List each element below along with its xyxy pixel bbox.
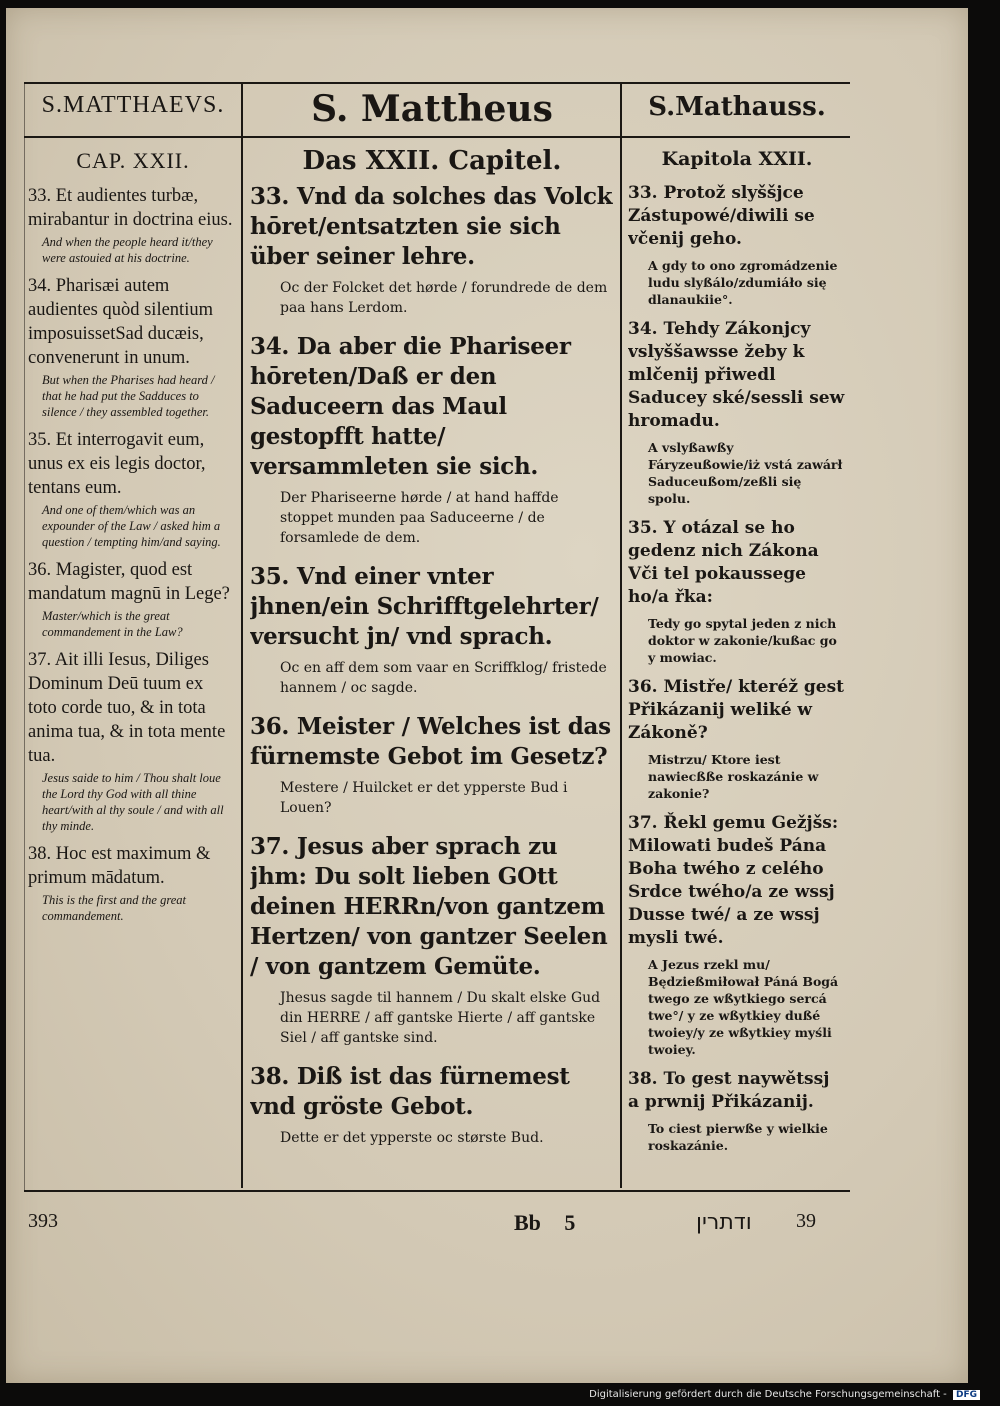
page-number-left: 393 xyxy=(28,1210,58,1232)
verse-czech-37: 37. Řekl gemu Gežjšs: Milowati budeš Pána Boha twého z celého Srdce twého/a ze wssj Dusse twé/ a ze wssj mysli twé. xyxy=(628,813,839,948)
footer-rule xyxy=(24,1190,850,1192)
page-number-right: 39 xyxy=(796,1210,816,1232)
verse-latin-36: 36. Magister, quod est mandatum magnū in Lege? xyxy=(28,560,230,604)
verse-latin-38: 38. Hoc est maximum & primum mādatum. xyxy=(28,844,211,888)
verse-polish-35: Tedy go spytal jeden z nich doktor w zakonie/kußac go y mowiac. xyxy=(648,616,837,665)
verse-latin-35: 35. Et interrogavit eum, unus ex eis legis doctor, tentans eum. xyxy=(28,430,206,498)
verse-danish-35: Oc en aff dem som vaar en Scriffklog/ fristede hannem / oc sagde. xyxy=(280,660,607,696)
verse-english-38: This is the first and the great commandement. xyxy=(42,893,186,923)
verse-german-37: 37. Jesus aber sprach zu jhm: Du solt lieben GOtt deinen HERRn/von gantzem Hertzen/ von gantzer Seelen / von gantzem Gemüte. xyxy=(250,833,608,980)
header-german: S. Mattheus xyxy=(311,88,553,130)
header-czech: S.Mathauss. xyxy=(648,92,826,122)
latin-column xyxy=(28,184,236,1184)
hebrew-catchword: ודתרין xyxy=(696,1210,752,1235)
verse-german-33: 33. Vnd da solches das Volck hōret/entsatzten sie sich über seiner lehre. xyxy=(250,183,613,270)
verse-czech-35: 35. Y otázal se ho gedenz nich Zákona Vči tel pokaussege ho/a řka: xyxy=(628,518,819,607)
german-column xyxy=(250,182,614,1186)
verse-czech-38: 38. To gest naywětssj a prwnij Přikázanij. xyxy=(628,1069,830,1112)
chapter-latin: CAP. XXII. xyxy=(76,148,190,173)
verse-english-34: But when the Pharises had heard / that he had put the Sadduces to silence / they assembled together. xyxy=(42,373,215,419)
verse-english-33: And when the people heard it/they were astouied at his doctrine. xyxy=(42,235,213,265)
verse-german-35: 35. Vnd einer vnter jhnen/ein Schrifftgelehrter/ versucht jn/ vnd sprach. xyxy=(250,563,599,650)
verse-latin-37: 37. Ait illi Iesus, Diliges Dominum Deū tuum ex toto corde tuo, & in tota anima tua, & in tota mente tua. xyxy=(28,650,226,766)
verse-german-36: 36. Meister / Welches ist das fürnemste Gebot im Gesetz? xyxy=(250,713,611,770)
credit-text: Digitalisierung gefördert durch die Deutsche Forschungsgemeinschaft - xyxy=(589,1389,947,1400)
verse-english-37: Jesus saide to him / Thou shalt loue the Lord thy God with all thine heart/with al thy soule / and with all thy minde. xyxy=(42,771,224,833)
verse-polish-37: A Jezus rzekl mu/ Będzießmiłował Páná Bogá twego ze wßytkiego sercá twe°/ y ze wßytkiey dußé twoiey/y ze wßytkiey myśli twoiey. xyxy=(648,957,839,1057)
column-divider-left xyxy=(241,82,243,1188)
verse-czech-33: 33. Protož slyššjce Zástupowé/diwili se včenij geho. xyxy=(628,183,815,249)
column-divider-right xyxy=(620,82,622,1188)
verse-german-38: 38. Diß ist das fürnemest vnd gröste Gebot. xyxy=(250,1063,570,1120)
header-latin: S.MATTHAEVS. xyxy=(41,92,225,118)
chapter-czech: Kapitola XXII. xyxy=(661,148,813,170)
verse-polish-38: To ciest pierwße y wielkie roskazánie. xyxy=(648,1121,828,1153)
header-rule-bottom xyxy=(24,136,850,138)
verse-polish-33: A gdy to ono zgromádzenie ludu slyßálo/zdumiáło się dlanaukiie°. xyxy=(648,258,838,307)
verse-danish-37: Jhesus sagde til hannem / Du skalt elske Gud din HERRE / aff gantske Hierte / aff gantske Siel / aff gantske sind. xyxy=(280,990,601,1046)
verse-danish-36: Mestere / Huilcket er det ypperste Bud i Louen? xyxy=(280,780,568,816)
signature-mark: Bb 5 xyxy=(514,1210,576,1235)
digitization-credit xyxy=(589,1389,980,1400)
verse-czech-34: 34. Tehdy Zákonjcy vslyššawsse žeby k mlčenij přiwedl Saducey ské/sessli sew hromadu. xyxy=(628,319,845,431)
chapter-german: Das XXII. Capitel. xyxy=(302,146,562,176)
verse-latin-33: 33. Et audientes turbæ, mirabantur in doctrina eius. xyxy=(28,186,233,230)
verse-english-36: Master/which is the great commandement in the Law? xyxy=(42,609,183,639)
verse-danish-38: Dette er det ypperste oc største Bud. xyxy=(280,1130,544,1146)
verse-danish-34: Der Phariseerne hørde / at hand haffde stoppet munden paa Saduceerne / de forsamlede de dem. xyxy=(280,490,559,546)
verse-danish-33: Oc der Folcket det hørde / forundrede de dem paa hans Lerdom. xyxy=(280,280,608,316)
side-rule-left xyxy=(24,82,25,1190)
dfg-logo: DFG xyxy=(953,1390,980,1400)
verse-polish-34: A vslyßawßy Fáryzeußowie/iż vstá zawárł Saduceußom/zeßli się spolu. xyxy=(648,440,843,506)
verse-latin-34: 34. Pharisæi autem audientes quòd silentium imposuissetSad ducæis, convenerunt in unum. xyxy=(28,276,213,368)
header-rule-top xyxy=(24,82,850,84)
verse-czech-36: 36. Mistře/ kteréž gest Přikázanij weliké w Zákoně? xyxy=(628,677,845,743)
czech-column xyxy=(628,182,846,1186)
verse-german-34: 34. Da aber die Phariseer hōreten/Daß er den Saduceern das Maul gestopfft hatte/ versammleten sie sich. xyxy=(250,333,571,480)
verse-polish-36: Mistrzu/ Ktore iest nawiecßße roskazánie w zakonie? xyxy=(648,752,819,801)
verse-english-35: And one of them/which was an expounder of the Law / asked him a question / tempting him/and saying. xyxy=(42,503,221,549)
book-page xyxy=(6,8,968,1383)
